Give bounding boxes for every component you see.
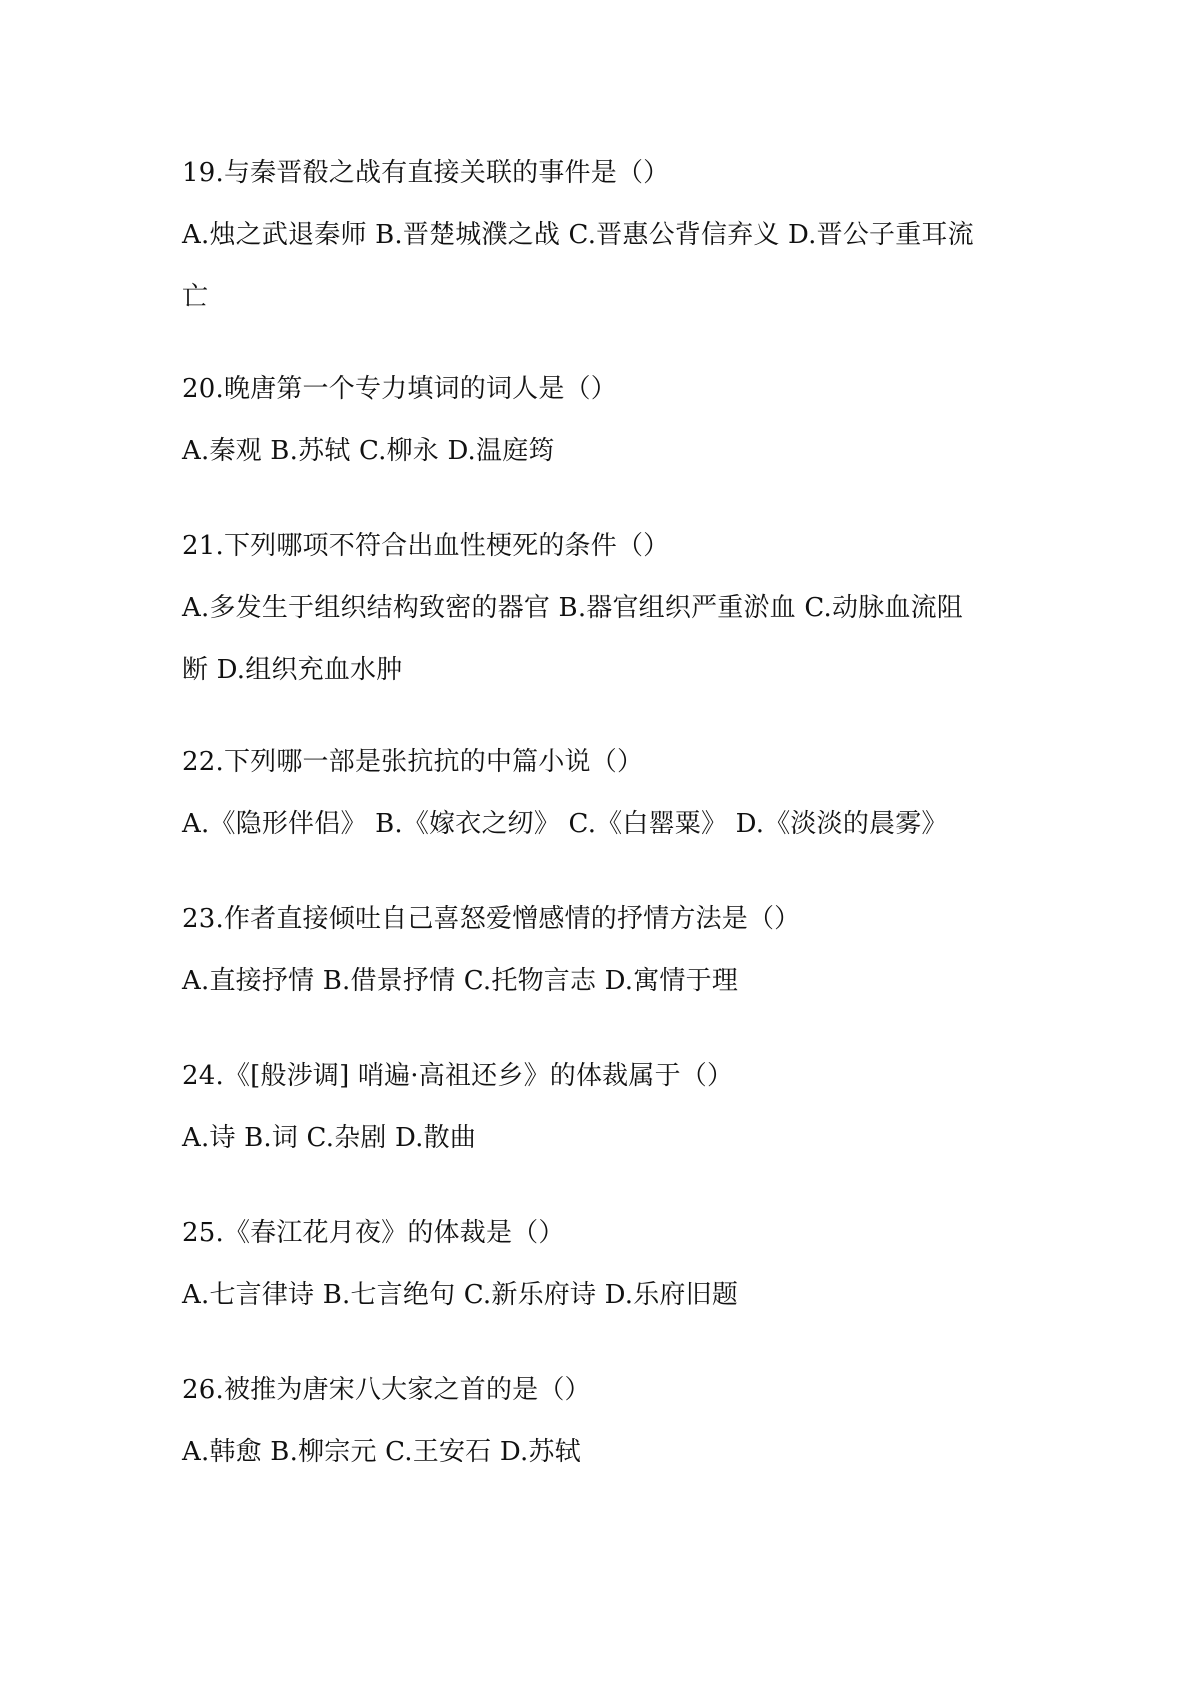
question-22-stem: 22.下列哪一部是张抗抗的中篇小说（） xyxy=(182,747,644,777)
question-21-stem: 21.下列哪项不符合出血性梗死的条件（） xyxy=(182,531,670,561)
question-23-stem: 23.作者直接倾吐自己喜怒爱憎感情的抒情方法是（） xyxy=(182,904,801,934)
question-26-stem: 26.被推为唐宋八大家之首的是（） xyxy=(182,1375,591,1405)
question-26-options: A.韩愈 B.柳宗元 C.王安石 D.苏轼 xyxy=(182,1437,581,1467)
question-20-stem: 20.晚唐第一个专力填词的词人是（） xyxy=(182,374,617,404)
question-24-stem: 24.《[般涉调] 哨遍·高祖还乡》的体裁属于（） xyxy=(182,1061,734,1091)
question-20-options: A.秦观 B.苏轼 C.柳永 D.温庭筠 xyxy=(182,436,555,466)
question-25-options: A.七言律诗 B.七言绝句 C.新乐府诗 D.乐府旧题 xyxy=(182,1280,739,1310)
question-21-options-continued: 断 D.组织充血水肿 xyxy=(182,655,403,685)
question-23-options: A.直接抒情 B.借景抒情 C.托物言志 D.寓情于理 xyxy=(182,966,739,996)
question-19-options: A.烛之武退秦师 B.晋楚城濮之战 C.晋惠公背信弃义 D.晋公子重耳流 xyxy=(182,220,974,250)
question-19-stem: 19.与秦晋殽之战有直接关联的事件是（） xyxy=(182,158,670,188)
question-24-options: A.诗 B.词 C.杂剧 D.散曲 xyxy=(182,1123,477,1153)
document-page xyxy=(182,0,1032,1684)
question-19-options-continued: 亡 xyxy=(182,282,209,312)
question-22-options: A.《隐形伴侣》 B.《嫁衣之纫》 C.《白罂粟》 D.《淡淡的晨雾》 xyxy=(182,809,948,839)
question-25-stem: 25.《春江花月夜》的体裁是（） xyxy=(182,1218,565,1248)
question-21-options: A.多发生于组织结构致密的器官 B.器官组织严重淤血 C.动脉血流阻 xyxy=(182,593,963,623)
